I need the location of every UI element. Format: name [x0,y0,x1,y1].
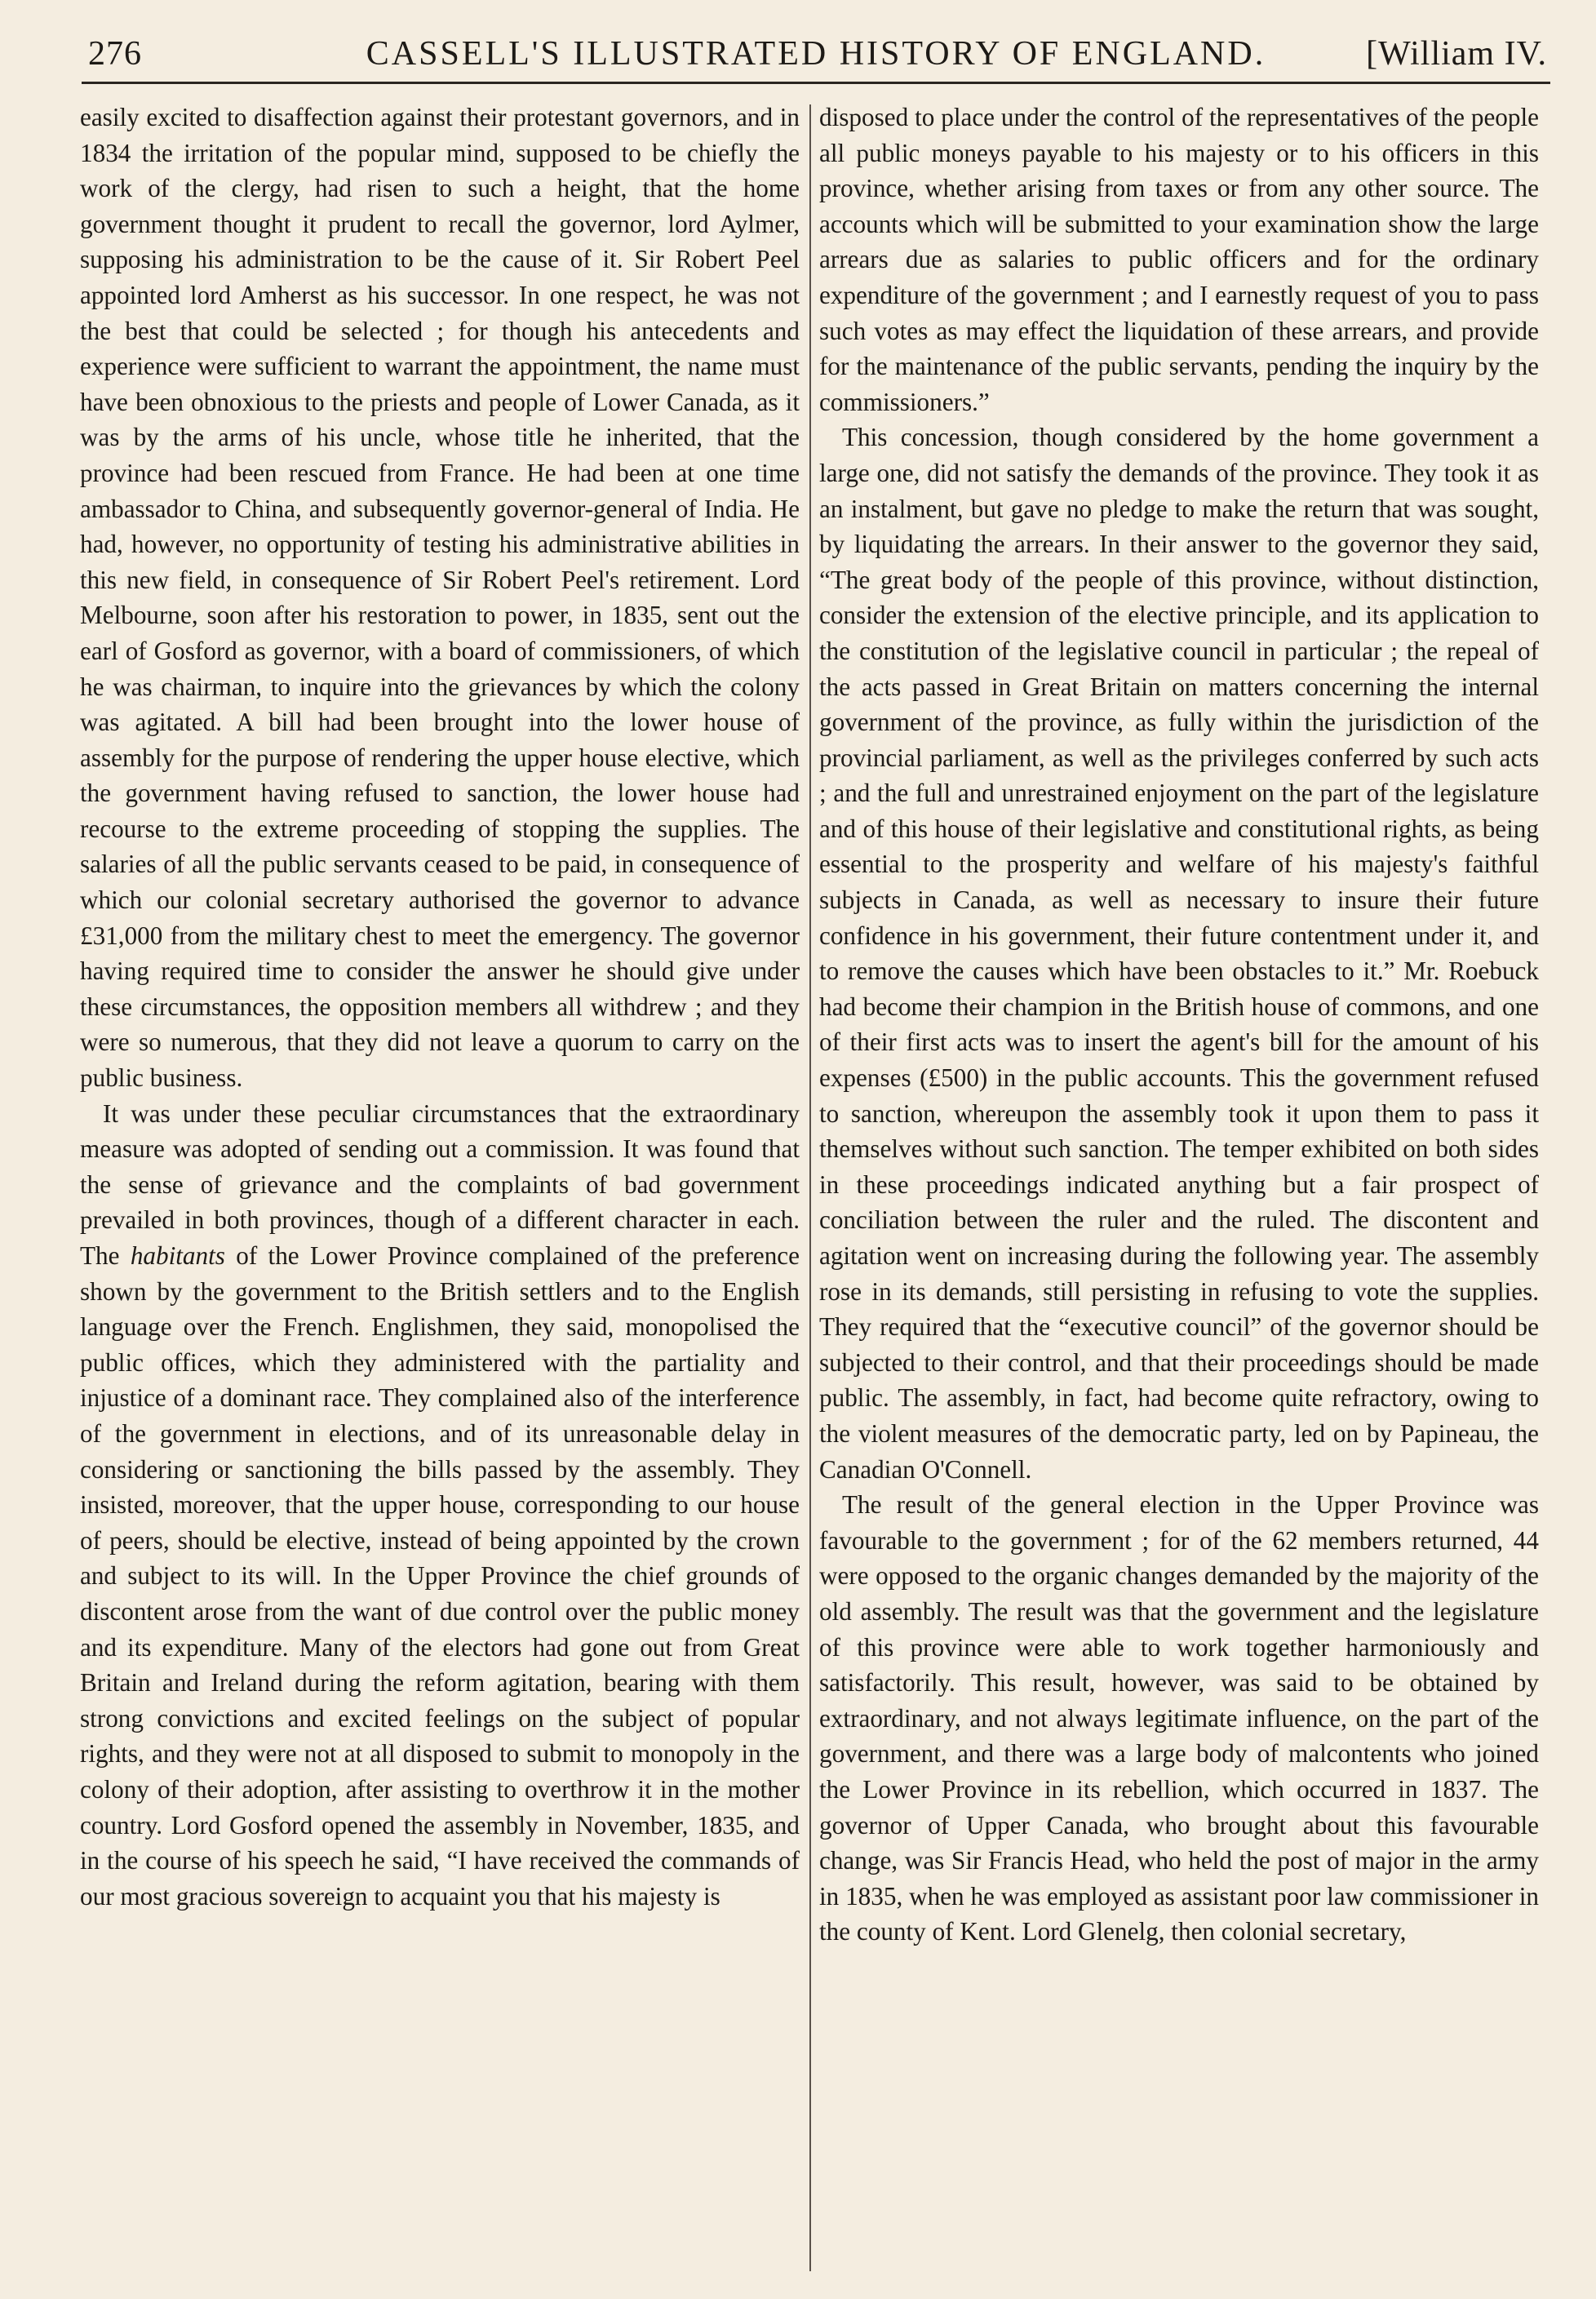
reign-label: [William IV. [1366,35,1547,73]
running-title: CASSELL'S ILLUSTRATED HISTORY OF ENGLAND. [366,35,1266,73]
left-paragraph-1: easily excited to disaffection against their protestant governors, and in 1834 the irritation of the popular mind, supposed to be chiefly the work of the clergy, had risen to such a height, that the home government thought it prudent to recall the governor, lord Aylmer, supposing his administration to be the cause of it. Sir Robert Peel appointed lord Amherst as his successor. In one respect, he was not the best that could be selected ; for though his antecedents and experience were sufficient to warrant the appointment, the name must have been obnoxious to the priests and people of Lower Canada, as it was by the arms of his uncle, whose title he inherited, that the province had been rescued from France. He had been at one time ambassador to China, and subsequently governor-general of India. He had, however, no opportunity of testing his administrative abilities in this new field, in consequence of Sir Robert Peel's retirement. Lord Melbourne, soon after his restoration to power, in 1835, sent out the earl of Gosford as governor, with a board of commissioners, of which he was chairman, to inquire into the grievances by which the colony was agitated. A bill had been brought into the lower house of assembly for the purpose of rendering the upper house elective, which the government having refused to sanction, the lower house had recourse to the extreme proceeding of stopping the supplies. The salaries of all the public servants ceased to be paid, in consequence of which our colonial secretary authorised the governor to advance £31,000 from the military chest to meet the emergency. The governor having required time to consider the answer he should give under these circumstances, the opposition members all withdrew ; and they were so numerous, that they did not leave a quorum to carry on the public business. [80,103,800,1093]
left-paragraph-2 [80,1096,800,1915]
right-column [819,100,1539,2270]
page-number: 276 [88,35,142,73]
habitants-italic: habitants [130,1241,225,1270]
right-paragraph-3: The result of the general election in the Upper Province was favourable to the government ; for of the 62 members returned, 44 were opposed to the organic changes demanded by the majority of the old assembly. The result was that the government and the legislature of this province were able to work together harmoniously and satisfactorily. This result, however, was said to be obtained by extraordinary, and not always legitimate influence, on the part of the government, and there was a large body of malcontents who joined the Lower Province in its rebellion, which occurred in 1837. The governor of Upper Canada, who brought about this favourable change, was Sir Francis Head, who held the post of major in the army in 1835, when he was employed as assistant poor law commissioner in the county of Kent. Lord Glenelg, then colonial secretary, [819,1490,1539,1946]
column-divider [809,104,811,2271]
right-paragraph-1: disposed to place under the control of the representatives of the people all public moneys payable to his majesty or to his officers in this province, whether arising from taxes or from any other source. The accounts which will be submitted to your examination show the large arrears due as salaries to public officers and for the ordinary expenditure of the government ; and I earnestly request of you to pass such votes as may effect the liquidation of these arrears, and provide for the maintenance of the public servants, pending the inquiry by the commissioners.” [819,103,1539,416]
left-column [80,100,800,2270]
right-paragraph-2: This concession, though considered by the home government a large one, did not satisfy the demands of the province. They took it as an instalment, but gave no pledge to make the return that was sought, by liquidating the arrears. In their answer to the governor they said, “The great body of the people of this province, without distinction, consider the extension of the elective principle, and its application to the constitution of the legislative council in particular ; the repeal of the acts passed in Great Britain on matters concerning the internal government of the province, as fully within the jurisdiction of the provincial parliament, as well as the privileges conferred by such acts ; and the full and unrestrained enjoyment on the part of the legislature and of this house of their legislative and constitutional rights, as being essential to the prosperity and welfare of his majesty's faithful subjects in Canada, as well as necessary to insure their future confidence in his government, their future contentment under it, and to remove the causes which have been obstacles to it.” Mr. Roebuck had become their champion in the British house of commons, and one of their first acts was to insert the agent's bill for the amount of his expenses (£500) in the public accounts. This the government refused to sanction, whereupon the assembly took it upon them to pass it themselves without such sanction. The temper exhibited on both sides in these proceedings indicated anything but a fair prospect of conciliation between the ruler and the ruled. The discontent and agitation went on increasing during the following year. The assembly rose in its demands, still persisting in refusing to vote the supplies. They required that the “executive council” of the governor should be subjected to their control, and that their proceedings should be made public. The assembly, in fact, had become quite refractory, owing to the violent measures of the democratic party, led on by Papineau, the Canadian O'Connell. [819,423,1539,1484]
left-paragraph-2-text-b: of the Lower Province complained of the preference shown by the government to the British settlers and to the English language over the French. Englishmen, they said, monopolised the public offices, which they administered with the partiality and injustice of a dominant race. They complained also of the interference of the government in elections, and of its unreasonable delay in considering or sanctioning the bills passed by the assembly. They insisted, moreover, that the upper house, corresponding to our house of peers, should be elective, instead of being appointed by the crown and subject to its will. In the Upper Province the chief grounds of discontent arose from the want of due control over the public money and its expenditure. Many of the electors had gone out from Great Britain and Ireland during the reform agitation, bearing with them strong convictions and excited feelings on the subject of popular rights, and they were not at all disposed to submit to monopoly in the colony of their adoption, after assisting to overthrow it in the mother country. Lord Gosford opened the assembly in November, 1835, and in the course of his speech he said, “I have received the commands of our most gracious sovereign to acquaint you that his majesty is [80,1241,800,1911]
left-paragraph-2-text-a: It was under these peculiar circumstances that the extraordinary measure was adopted of sending out a commission. It was found that the sense of grievance and the complaints of bad government prevailed in both provinces, though of a different character in each. The [80,1098,800,1270]
page-header [82,33,1550,84]
